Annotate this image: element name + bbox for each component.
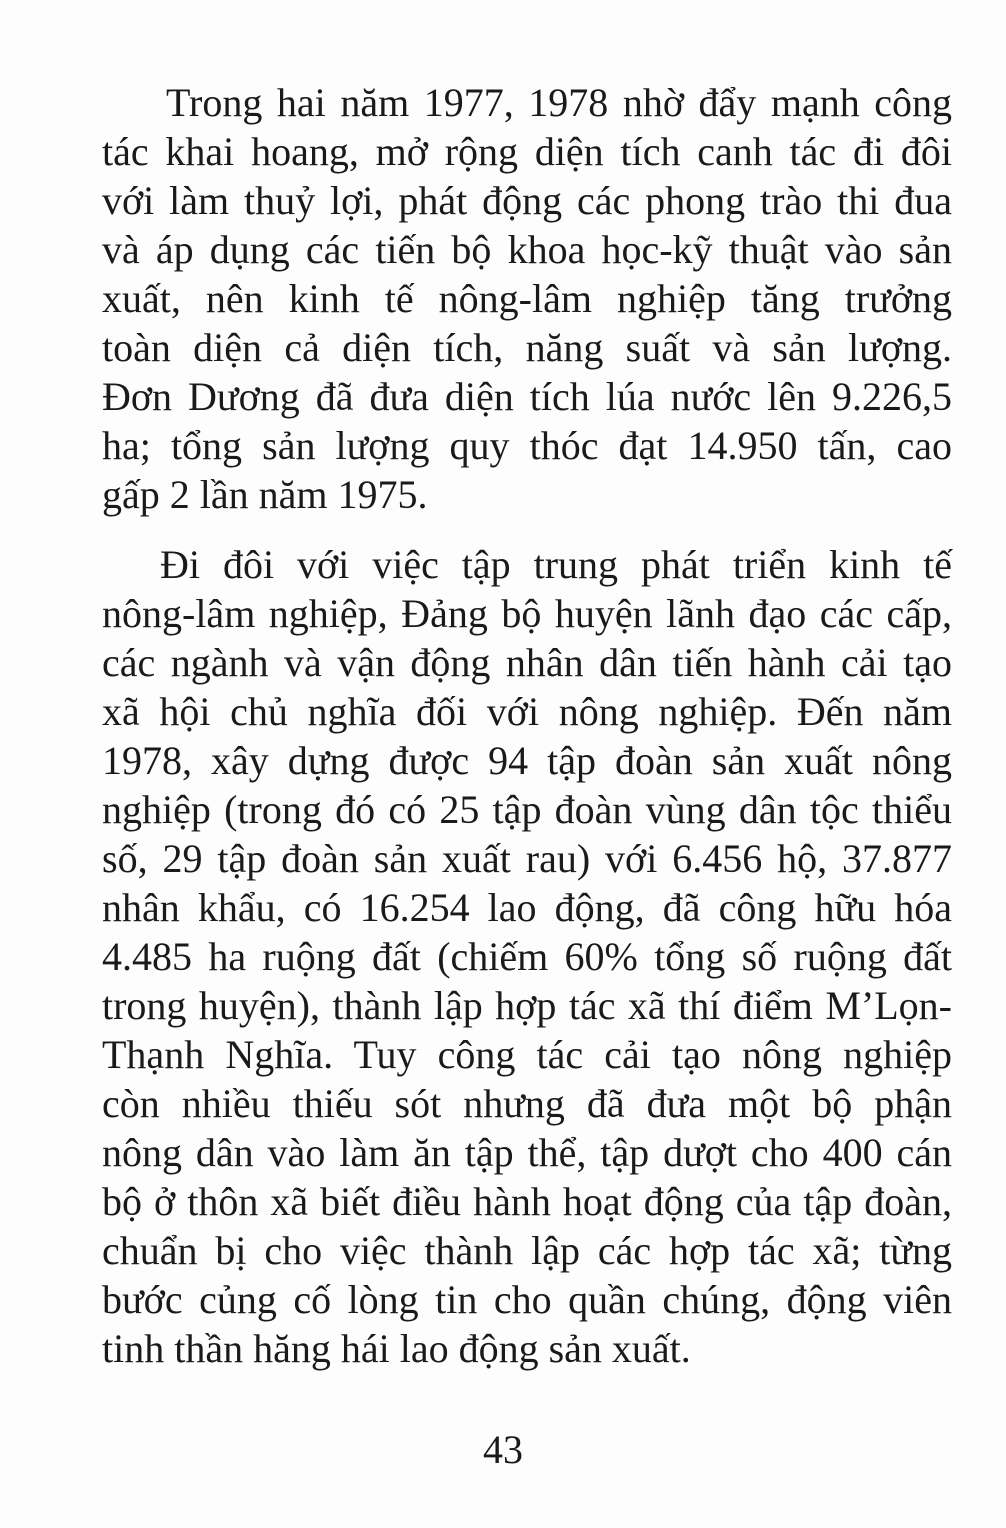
paragraph-line: số, 29 tập đoàn sản xuất rau) với 6.456 hộ, 37.877 xyxy=(102,836,952,881)
paragraph-2 xyxy=(102,540,952,1373)
paragraph-line: tác khai hoang, mở rộng diện tích canh tác đi đôi xyxy=(102,129,952,174)
paragraph-line: nhân khẩu, có 16.254 lao động, đã công hữu hóa xyxy=(102,885,952,930)
paragraph-line: với làm thuỷ lợi, phát động các phong trào thi đua xyxy=(102,178,952,223)
paragraph-line: Trong hai năm 1977, 1978 nhờ đẩy mạnh công xyxy=(166,80,952,125)
paragraph-line: gấp 2 lần năm 1975. xyxy=(102,472,428,517)
paragraph-line: các ngành và vận động nhân dân tiến hành cải tạo xyxy=(102,640,952,685)
paragraph-line: Đi đôi với việc tập trung phát triển kinh tế xyxy=(160,542,952,587)
paragraph-1 xyxy=(102,78,952,519)
paragraph-line: nông dân vào làm ăn tập thể, tập dượt cho 400 cán xyxy=(102,1130,952,1175)
paragraph-line: bộ ở thôn xã biết điều hành hoạt động của tập đoàn, xyxy=(102,1179,952,1224)
paragraph-line: nghiệp (trong đó có 25 tập đoàn vùng dân tộc thiểu xyxy=(102,787,952,832)
paragraph-line: trong huyện), thành lập hợp tác xã thí điểm M’Lọn- xyxy=(102,983,952,1028)
paragraph-line: ha; tổng sản lượng quy thóc đạt 14.950 tấn, cao xyxy=(102,423,952,468)
paragraph-line: toàn diện cả diện tích, năng suất và sản lượng. xyxy=(102,325,952,370)
paragraph-line: và áp dụng các tiến bộ khoa học-kỹ thuật vào sản xyxy=(102,227,952,272)
paragraph-line: nông-lâm nghiệp, Đảng bộ huyện lãnh đạo các cấp, xyxy=(102,591,952,636)
paragraph-line: Thạnh Nghĩa. Tuy công tác cải tạo nông nghiệp xyxy=(102,1032,952,1077)
paragraph-line: bước củng cố lòng tin cho quần chúng, động viên xyxy=(102,1277,952,1322)
paragraph-line: xã hội chủ nghĩa đối với nông nghiệp. Đến năm xyxy=(102,689,952,734)
paragraph-line: xuất, nên kinh tế nông-lâm nghiệp tăng trưởng xyxy=(102,276,952,321)
paragraph-line: tinh thần hăng hái lao động sản xuất. xyxy=(102,1326,691,1371)
paragraph-line: 1978, xây dựng được 94 tập đoàn sản xuất nông xyxy=(102,738,952,783)
paragraph-line: Đơn Dương đã đưa diện tích lúa nước lên 9.226,5 xyxy=(102,374,952,419)
page-number: 43 xyxy=(483,1427,523,1472)
paragraph-line: 4.485 ha ruộng đất (chiếm 60% tổng số ruộng đất xyxy=(102,934,952,979)
paragraph-line: còn nhiều thiếu sót nhưng đã đưa một bộ phận xyxy=(102,1081,952,1126)
paragraph-line: chuẩn bị cho việc thành lập các hợp tác xã; từng xyxy=(102,1228,952,1273)
